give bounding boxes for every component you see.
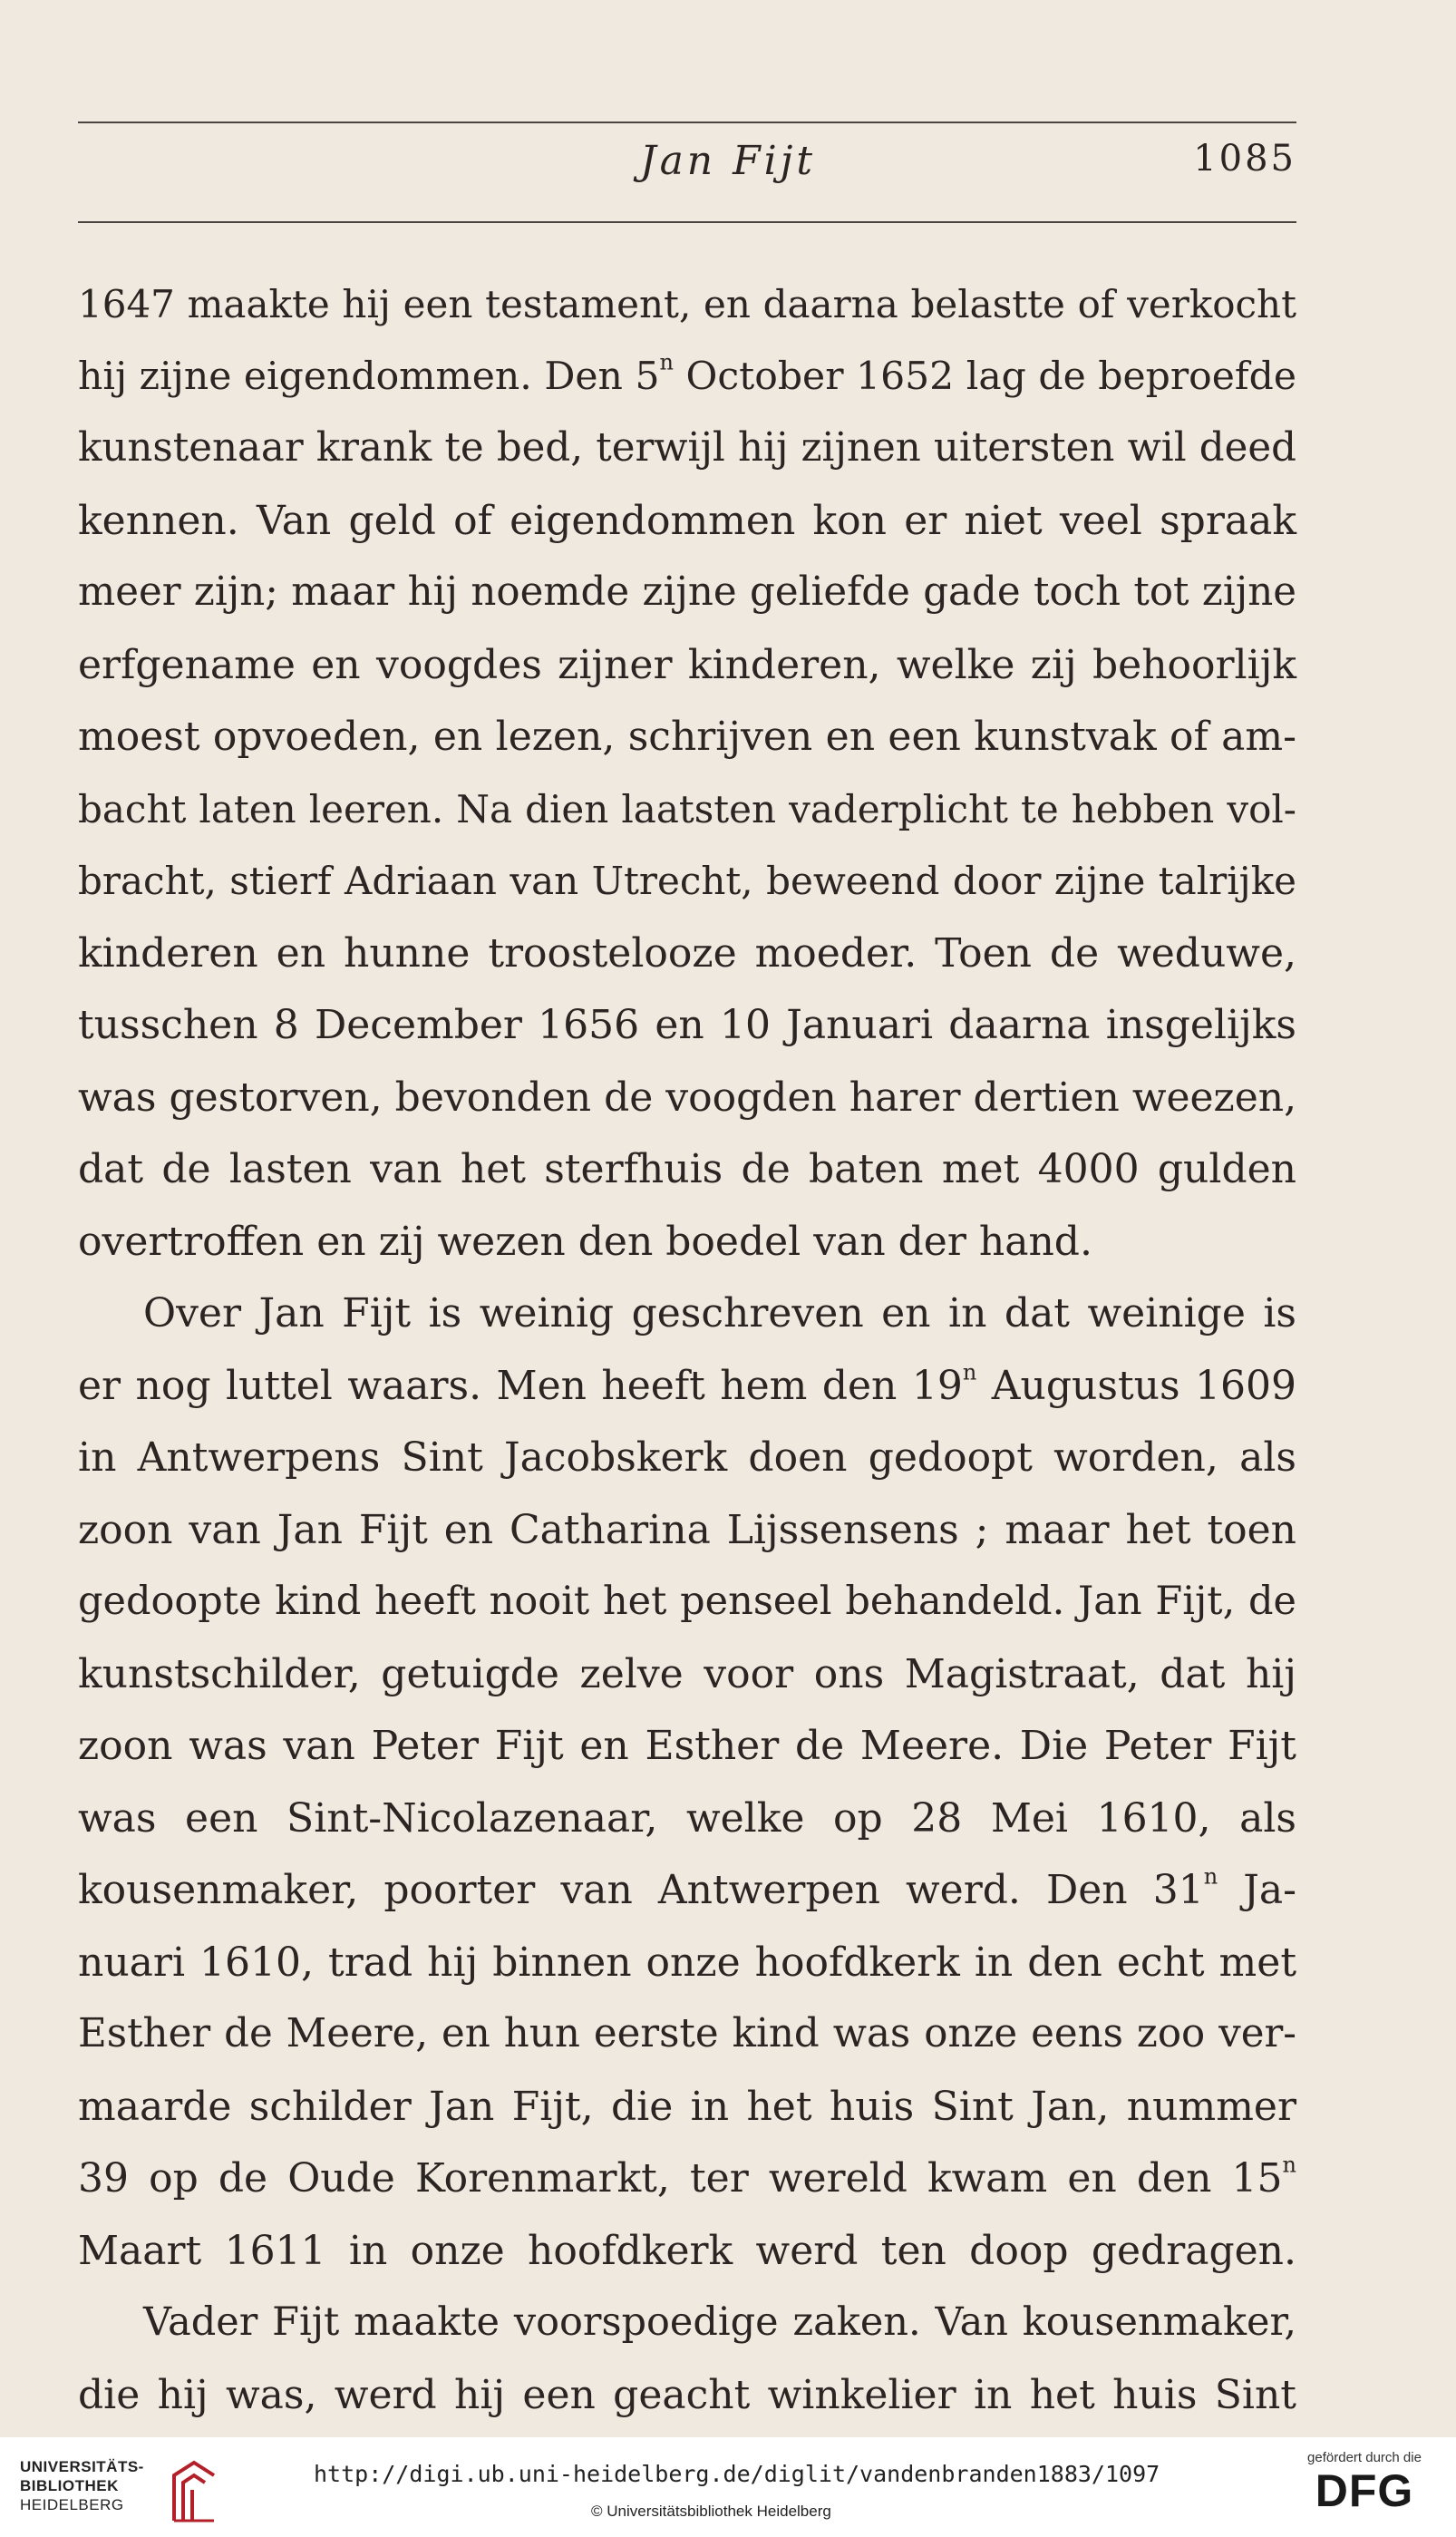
header-rule-top [78,122,1296,123]
text-line-continuation: October 1652 lag de beproefde [673,354,1297,399]
text-line [78,773,1296,846]
text-line-main: zoon van Jan Fijt en Catharina Lijssensens ; maar het toen [78,1506,1296,1553]
page-number: 1085 [1193,138,1296,180]
text-line [78,268,1296,341]
text-line-main: bracht, stierf Adriaan van Utrecht, beweend door zijne talrijke [78,859,1296,903]
text-line-main: in Antwerpens Sint Jacobskerk doen gedoopt worden, als [78,1434,1296,1481]
text-line-continuation: Ja- [1218,1867,1297,1913]
text-line-main: kunstschilder, getuigde zelve voor ons Magistraat, dat hij [78,1650,1296,1697]
text-line [78,341,1296,413]
text-line-main: was gestorven, bevonden de voogden harer dertien weezen, [78,1074,1297,1121]
text-line [78,1206,1296,1278]
text-line [78,2287,1296,2359]
text-line [78,1710,1296,1783]
text-line-main: Maart 1611 in onze hoofdkerk werd ten doop gedragen. [78,2227,1296,2274]
text-line [78,1854,1296,1927]
dfg-wordmark: DFG [1315,2465,1414,2516]
text-line [78,1062,1296,1134]
text-line-main: zoon was van Peter Fijt en Esther de Meere. Die Peter Fijt [78,1723,1296,1769]
text-line-main: erfgename en voogdes zijner kinderen, welke zij behoorlijk [78,641,1296,688]
text-line [78,485,1296,558]
text-line [78,2215,1296,2288]
text-line [78,1278,1296,1350]
text-line-main: was een Sint-Nicolazenaar, welke op 28 Mei 1610, als [78,1794,1296,1842]
text-line-main: 1647 maakte hij een testament, en daarna belastte of verkocht [78,282,1296,326]
text-line [78,918,1296,990]
text-line [78,845,1296,918]
text-line [78,1638,1296,1711]
text-line-main: hij zijne eigendommen. Den 5 [78,354,660,399]
ordinal-superscript: n [659,348,674,374]
text-line-main: moest opvoeden, en lezen, schrijven en een kunstvak of am- [78,714,1296,760]
text-line-main: bacht laten leeren. Na dien laatsten vaderplicht te hebben vol- [78,786,1296,831]
text-line-main: Esther de Meere, en hun eerste kind was onze eens zoo ver- [78,2011,1296,2056]
text-line-main: dat de lasten van het sterfhuis de baten met 4000 gulden [78,1146,1296,1192]
header-rule-bottom [78,221,1296,223]
text-line [78,1133,1296,1206]
text-line-main: kinderen en hunne troostelooze moeder. Toen de weduwe, [78,929,1296,977]
text-line [78,1927,1296,1999]
text-line-main: kunstenaar krank te bed, terwijl hij zijnen uitersten wil deed [78,425,1296,471]
text-line [78,1350,1296,1423]
text-line [78,2071,1296,2143]
ordinal-superscript: n [962,1358,977,1385]
text-line-main: kousenmaker, poorter van Antwerpen werd. Den 31 [78,1867,1204,1913]
text-line [78,1494,1296,1567]
text-line-main: meer zijn; maar hij noemde zijne geliefde gade toch tot zijne [78,569,1296,615]
dfg-caption: gefördert durch die [1307,2450,1422,2465]
text-line-main: maarde schilder Jan Fijt, die in het huis Sint Jan, nummer [78,2083,1296,2130]
text-line [78,557,1296,629]
text-line [78,1783,1296,1855]
ordinal-superscript: n [1282,2152,1296,2178]
text-line-main: overtroffen en zij wezen den boedel van der hand. [78,1218,1092,1265]
text-line-main: nuari 1610, trad hij binnen onze hoofdkerk in den echt met [78,1939,1296,1986]
text-line-main: die hij was, werd hij een geacht winkelier in het huis Sint [78,2371,1296,2418]
text-line-main: er nog luttel waars. Men heeft hem den 19 [78,1362,963,1409]
permalink-url[interactable]: http://digi.ub.uni-heidelberg.de/diglit/vandenbranden1883/1097 [314,2461,1160,2487]
body-text [78,268,1296,2431]
text-line [78,2143,1296,2215]
text-line [78,1566,1296,1638]
text-line-main: 39 op de Oude Korenmarkt, ter wereld kwam en den 15 [78,2155,1283,2202]
logo-line-2: BIBLIOTHEK [20,2477,119,2494]
running-header-title: Jan Fijt [639,138,817,184]
text-line [78,1422,1296,1494]
footer-bar [0,2437,1456,2537]
text-line-main: tusschen 8 December 1656 en 10 Januari daarna insgelijks [78,1002,1296,1048]
text-line-main: gedoopte kind heeft nooit het penseel behandeld. Jan Fijt, de [78,1579,1296,1624]
text-line-main: Vader Fijt maakte voorspoedige zaken. Van kousenmaker, [143,2299,1296,2345]
text-line [78,1998,1296,2071]
copyright-notice: © Universitätsbibliothek Heidelberg [591,2503,831,2520]
dfg-logo [1296,2450,1432,2528]
ordinal-superscript: n [1203,1863,1218,1890]
text-line [78,629,1296,702]
text-line-continuation: Augustus 1609 [976,1362,1296,1409]
university-library-logo [20,2457,228,2530]
library-emblem-icon [167,2457,221,2526]
logo-line-3: HEIDELBERG [20,2496,124,2513]
text-line-main: Over Jan Fijt is weinig geschreven en in dat weinige is [143,1290,1296,1337]
text-line [78,413,1296,485]
text-line [78,2359,1296,2432]
text-line [78,989,1296,1062]
text-line [78,701,1296,773]
text-line-main: kennen. Van geld of eigendommen kon er niet veel spraak [78,497,1296,544]
logo-line-1: UNIVERSITÄTS- [20,2458,144,2475]
